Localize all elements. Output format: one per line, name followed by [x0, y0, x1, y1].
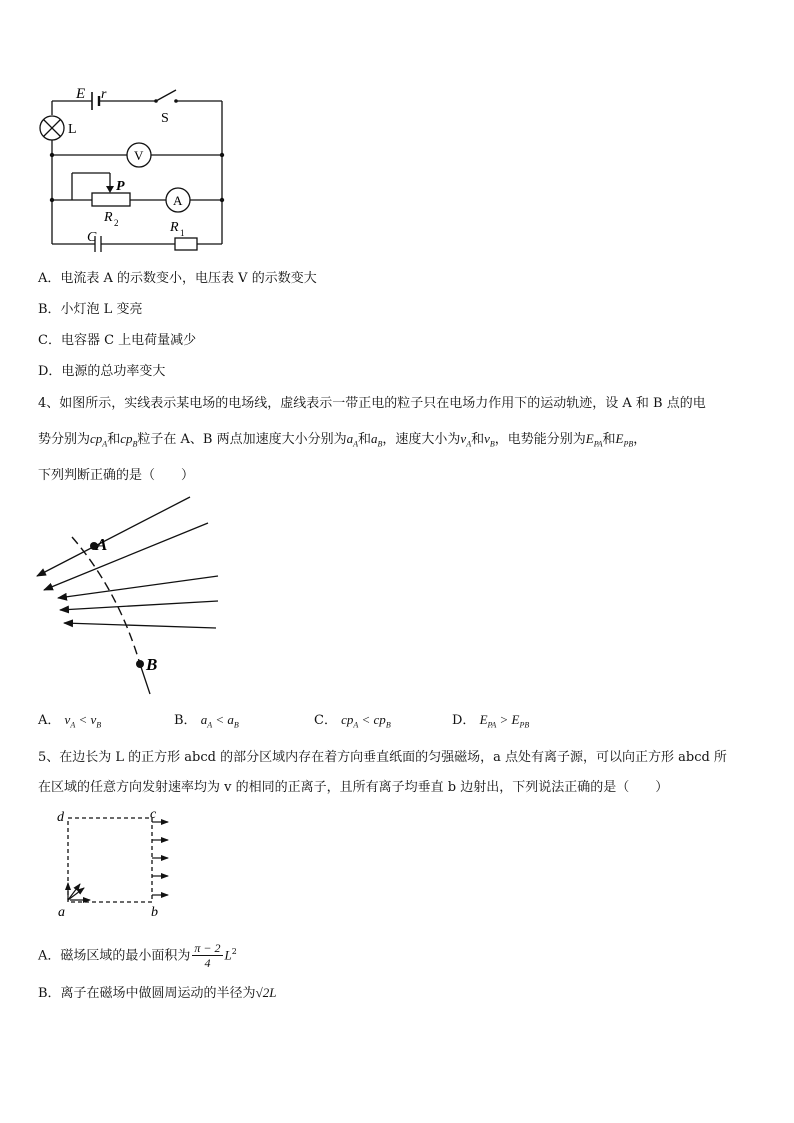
label-C: C — [87, 230, 97, 245]
q4-option-d: D． $E_{PA} > E_{PB}$ — [452, 712, 530, 730]
label-P: P — [116, 179, 125, 194]
label-E: E — [76, 86, 86, 102]
fig-label-b: b — [151, 905, 158, 920]
label-L: L — [68, 122, 77, 137]
q4-stem-line2: 势分别为$cp_A$和$cp_B$粒子在 A、B 两点加速度大小分别为$a_A$和$a_B$，速度大小为$v_A$和$v_B$，电势能分别为$E_{PA}$和$E_{PB}$， — [38, 431, 647, 449]
circuit-diagram — [30, 80, 240, 260]
q5-stem-line1: 5、在边长为 L 的正方形 abcd 的部分区域内存在着方向垂直纸面的匀强磁场，a 点处有离子源，可以向正方形 abcd 所 — [38, 750, 727, 765]
q5-option-b: B．离子在磁场中做圆周运动的半径为√2L — [38, 985, 277, 1001]
q4-option-b: B． $a_A < a_B$ — [174, 712, 239, 730]
square-abcd-figure — [50, 805, 180, 920]
label-R2: R — [104, 210, 113, 225]
label-S: S — [161, 111, 169, 126]
q5-option-a: A．磁场区域的最小面积为 $\frac{\pi - 2}{4}$ $L^2$ — [38, 941, 237, 971]
fig-label-d: d — [57, 810, 64, 825]
q4-option-a: A． $v_A < v_B$ — [38, 712, 102, 730]
q3-option-d: D．电源的总功率变大 — [38, 364, 166, 379]
q3-option-b: B．小灯泡 L 变亮 — [38, 302, 143, 317]
label-R1: R — [170, 220, 179, 235]
q4-stem-line3: 下列判断正确的是（ ） — [38, 468, 195, 483]
q4-stem-line1: 4、如图所示，实线表示某电场的电场线，虚线表示一带正电的粒子只在电场力作用下的运动轨迹，设 A 和 B 点的电 — [38, 396, 706, 411]
fig-label-B: B — [146, 655, 158, 674]
label-V: V — [134, 148, 144, 163]
fig-label-A: A — [96, 535, 108, 554]
label-ammeter-A: A — [173, 193, 183, 208]
label-r: r — [101, 87, 107, 102]
q4-option-c: C． $cp_A < cp_B$ — [314, 712, 391, 730]
field-lines-figure — [30, 490, 230, 700]
label-R2-sub: 2 — [114, 218, 119, 228]
label-R1-sub: 1 — [180, 228, 185, 238]
fig-label-a: a — [58, 905, 65, 920]
q5-stem-line2: 在区域的任意方向发射速率均为 v 的相同的正离子，且所有离子均垂直 b 边射出，下列说法正确的是（ ） — [38, 780, 669, 795]
fraction: $\frac{\pi - 2}{4}$ — [194, 941, 221, 971]
q3-option-c: C．电容器 C 上电荷量减少 — [38, 333, 197, 348]
q3-option-a: A．电流表 A 的示数变小，电压表 V 的示数变大 — [38, 271, 317, 286]
fig-label-c: c — [150, 807, 157, 822]
